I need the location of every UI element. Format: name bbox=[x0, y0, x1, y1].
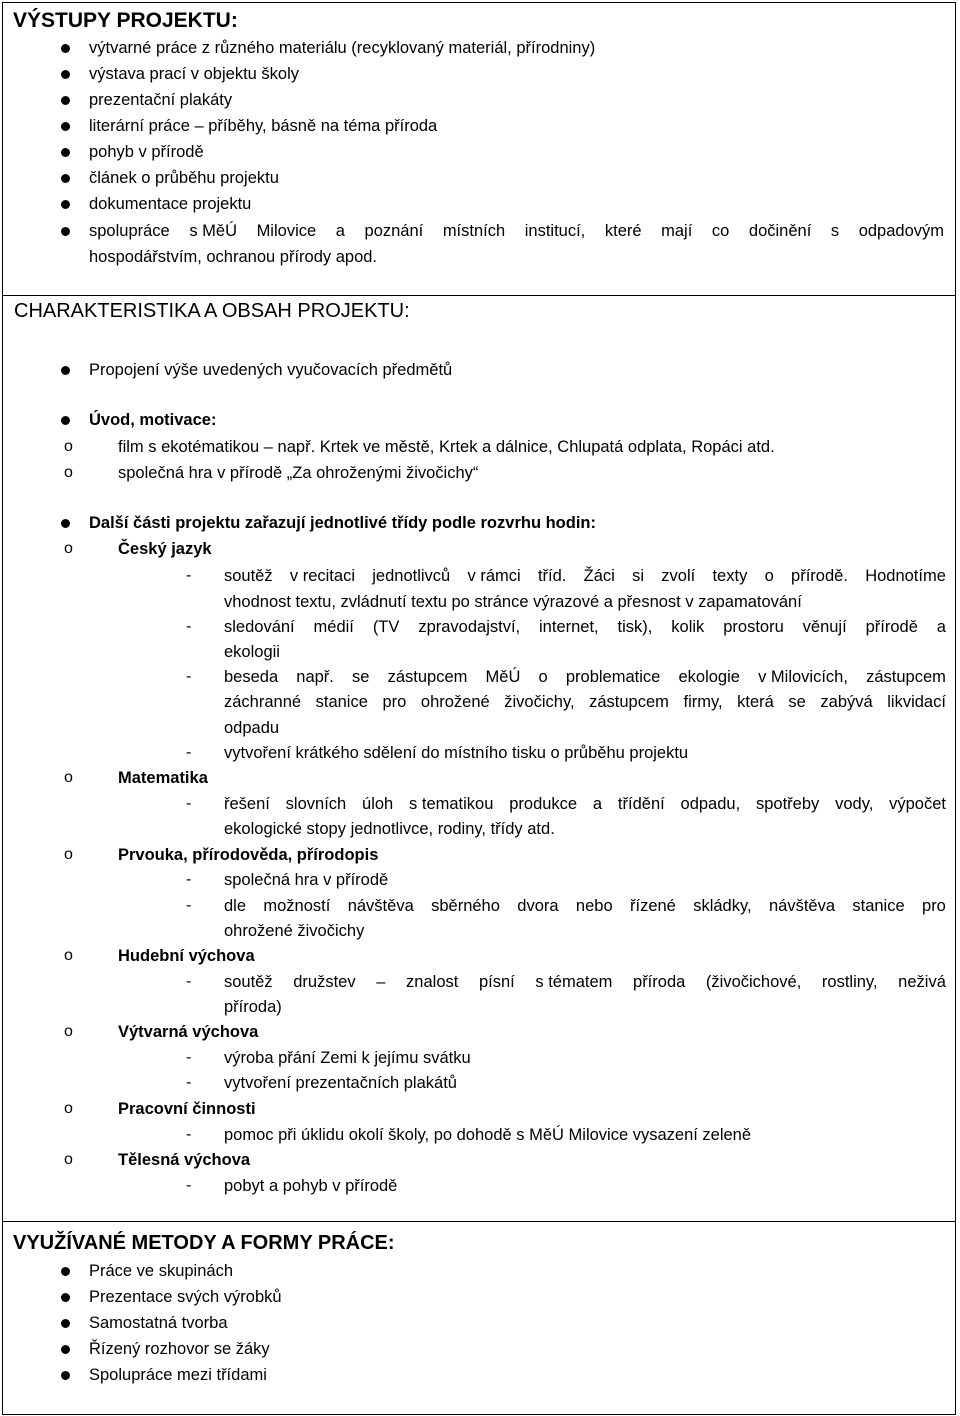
word: rostliny, bbox=[821, 973, 878, 991]
list-item-line: hospodářstvím, ochranou přírody apod. bbox=[89, 248, 378, 266]
bullet-icon bbox=[61, 519, 70, 528]
word: dočinění bbox=[748, 222, 812, 240]
word: slovních bbox=[285, 795, 347, 813]
text-line: společná hra v přírodě bbox=[224, 871, 389, 889]
subject-vytvarna: Výtvarná výchova bbox=[118, 1023, 259, 1041]
word: skládky, bbox=[693, 897, 752, 915]
bullet-icon bbox=[61, 227, 70, 236]
word: možností bbox=[263, 897, 331, 915]
word: pro bbox=[922, 897, 946, 915]
word: místních bbox=[442, 222, 506, 240]
dash-marker: - bbox=[186, 744, 192, 761]
word: zvolí bbox=[661, 567, 696, 585]
dash-marker: - bbox=[186, 973, 192, 990]
text-line: výroba přání Zemi k jejímu svátku bbox=[224, 1049, 471, 1067]
word: se bbox=[352, 668, 370, 686]
heading-metody: VYUŽÍVANÉ METODY A FORMY PRÁCE: bbox=[13, 1232, 395, 1254]
word: o bbox=[764, 567, 774, 585]
circle-marker: o bbox=[64, 1100, 73, 1117]
word: dle bbox=[224, 897, 247, 915]
word: médií bbox=[313, 618, 354, 636]
list-item: Spolupráce mezi třídami bbox=[89, 1366, 267, 1384]
bullet-icon bbox=[61, 1267, 70, 1276]
word: vody, bbox=[835, 795, 874, 813]
word: v Milovicích, bbox=[758, 668, 848, 686]
word: znalost bbox=[406, 973, 459, 991]
word: úloh bbox=[362, 795, 394, 813]
list-item: Práce ve skupinách bbox=[89, 1262, 233, 1280]
word: např. bbox=[296, 668, 334, 686]
word: s tematikou bbox=[409, 795, 494, 813]
word: soutěž bbox=[224, 973, 273, 991]
word: mají bbox=[661, 222, 693, 240]
list-item: literární práce – příběhy, básně na téma příroda bbox=[89, 117, 438, 135]
list-item: společná hra v přírodě „Za ohroženými živočichy“ bbox=[118, 464, 479, 482]
text-line: ohrožené živočichy bbox=[224, 922, 365, 940]
word: příroda bbox=[633, 973, 686, 991]
word: družstev bbox=[293, 973, 356, 991]
word: třídění bbox=[617, 795, 665, 813]
word: řízené bbox=[630, 897, 676, 915]
circle-marker: o bbox=[64, 769, 73, 786]
word: poznání bbox=[364, 222, 424, 240]
word: kolik bbox=[671, 618, 705, 636]
word: beseda bbox=[224, 668, 279, 686]
word: s bbox=[830, 222, 840, 240]
dash-marker: - bbox=[186, 871, 192, 888]
subheading-uvod: Úvod, motivace: bbox=[89, 411, 217, 429]
circle-marker: o bbox=[64, 846, 73, 863]
word: záchranné bbox=[224, 693, 302, 711]
word: – bbox=[376, 973, 386, 991]
heading-charakteristika: CHARAKTERISTIKA A OBSAH PROJEKTU: bbox=[14, 300, 410, 322]
text-line bbox=[224, 565, 946, 587]
bullet-icon bbox=[61, 1371, 70, 1380]
bullet-icon bbox=[61, 96, 70, 105]
text-line bbox=[224, 666, 946, 688]
list-item: prezentační plakáty bbox=[89, 91, 233, 109]
bullet-icon bbox=[61, 44, 70, 53]
word: (TV bbox=[372, 618, 400, 636]
text-line: pobyt a pohyb v přírodě bbox=[224, 1177, 398, 1195]
subject-telesna: Tělesná výchova bbox=[118, 1151, 251, 1169]
word: ohrožené bbox=[420, 693, 490, 711]
word: a bbox=[335, 222, 345, 240]
text-line: vytvoření krátkého sdělení do místního tisku o průběhu projektu bbox=[224, 744, 689, 762]
text-line: příroda) bbox=[224, 998, 282, 1016]
word: zpravodajství, bbox=[418, 618, 521, 636]
bullet-icon bbox=[61, 122, 70, 131]
word: sběrného bbox=[431, 897, 500, 915]
dash-marker: - bbox=[186, 1177, 192, 1194]
word: Hodnotíme bbox=[865, 567, 946, 585]
word: pro bbox=[382, 693, 407, 711]
word: o bbox=[538, 668, 548, 686]
word: písní bbox=[478, 973, 515, 991]
word: spotřeby bbox=[755, 795, 820, 813]
word: MěÚ bbox=[485, 668, 521, 686]
bullet-icon bbox=[61, 1345, 70, 1354]
word: prostoru bbox=[723, 618, 784, 636]
heading-vystupy: VÝSTUPY PROJEKTU: bbox=[13, 9, 238, 32]
text-line: odpadu bbox=[224, 719, 280, 737]
bullet-icon bbox=[61, 70, 70, 79]
list-item: Propojení výše uvedených vyučovacích předmětů bbox=[89, 361, 453, 379]
word: jednotlivců bbox=[372, 567, 451, 585]
word: v rámci bbox=[467, 567, 521, 585]
list-item: Prezentace svých výrobků bbox=[89, 1288, 282, 1306]
bullet-icon bbox=[61, 366, 70, 375]
text-line: vytvoření prezentačních plakátů bbox=[224, 1074, 457, 1092]
word: s MěÚ bbox=[189, 222, 237, 240]
text-line: pomoc při úklidu okolí školy, po dohodě s MěÚ Milovice vysazení zeleně bbox=[224, 1126, 752, 1144]
word: si bbox=[632, 567, 644, 585]
dash-marker: - bbox=[186, 1074, 192, 1091]
list-item: film s ekotématikou – např. Krtek ve městě, Krtek a dálnice, Chlupatá odplata, Ropáci atd. bbox=[118, 438, 775, 456]
text-line bbox=[224, 691, 946, 713]
word: se bbox=[788, 693, 806, 711]
word: produkce bbox=[509, 795, 578, 813]
subheading-dalsi: Další části projektu zařazují jednotlivé třídy podle rozvrhu hodin: bbox=[89, 514, 596, 532]
word: tříd. bbox=[537, 567, 567, 585]
list-item: dokumentace projektu bbox=[89, 195, 252, 213]
word: přírodě bbox=[865, 618, 918, 636]
circle-marker: o bbox=[64, 1151, 73, 1168]
text-line bbox=[224, 971, 946, 993]
bullet-icon bbox=[61, 416, 70, 425]
word: problematice bbox=[565, 668, 661, 686]
word: výpočet bbox=[889, 795, 946, 813]
bullet-icon bbox=[61, 200, 70, 209]
circle-marker: o bbox=[64, 464, 73, 481]
word: která bbox=[737, 693, 774, 711]
word: firmy, bbox=[683, 693, 723, 711]
text-line bbox=[224, 616, 946, 638]
word: zástupcem bbox=[866, 668, 946, 686]
text-line bbox=[224, 895, 946, 917]
dash-marker: - bbox=[186, 1126, 192, 1143]
word: ekologie bbox=[678, 668, 740, 686]
word: a bbox=[592, 795, 603, 813]
word: zástupcem bbox=[589, 693, 669, 711]
word: (živočichové, bbox=[705, 973, 802, 991]
word: tisk), bbox=[617, 618, 653, 636]
word: které bbox=[604, 222, 642, 240]
subject-hudebni: Hudební výchova bbox=[118, 947, 255, 965]
bullet-icon bbox=[61, 174, 70, 183]
word: dvora bbox=[517, 897, 559, 915]
word: likvidací bbox=[887, 693, 946, 711]
word: Milovice bbox=[256, 222, 317, 240]
word: odpadovým bbox=[858, 222, 944, 240]
word: návštěva bbox=[768, 897, 836, 915]
dash-marker: - bbox=[186, 1049, 192, 1066]
dash-marker: - bbox=[186, 795, 192, 812]
circle-marker: o bbox=[64, 1023, 73, 1040]
bullet-icon bbox=[61, 1293, 70, 1302]
circle-marker: o bbox=[64, 540, 73, 557]
dash-marker: - bbox=[186, 618, 192, 635]
subject-matematika: Matematika bbox=[118, 769, 208, 787]
bullet-icon bbox=[61, 148, 70, 157]
subject-cesky-jazyk: Český jazyk bbox=[118, 540, 212, 558]
text-line: ekologické stopy jednotlivce, rodiny, třídy atd. bbox=[224, 820, 555, 838]
word: internet, bbox=[539, 618, 599, 636]
word: nebo bbox=[575, 897, 613, 915]
list-item: Řízený rozhovor se žáky bbox=[89, 1340, 270, 1358]
word: Žáci bbox=[583, 567, 615, 585]
word: stanice bbox=[315, 693, 368, 711]
word: zástupcem bbox=[387, 668, 468, 686]
word: soutěž bbox=[224, 567, 273, 585]
word: věnují bbox=[802, 618, 847, 636]
word: a bbox=[936, 618, 946, 636]
text-line bbox=[224, 793, 946, 815]
dash-marker: - bbox=[186, 567, 192, 584]
text-line: ekologii bbox=[224, 643, 280, 661]
list-item-line bbox=[89, 220, 944, 242]
bullet-icon bbox=[61, 1319, 70, 1328]
dash-marker: - bbox=[186, 668, 192, 685]
circle-marker: o bbox=[64, 947, 73, 964]
word: neživá bbox=[898, 973, 946, 991]
word: živočichy, bbox=[504, 693, 575, 711]
word: sledování bbox=[224, 618, 295, 636]
word: zabývá bbox=[820, 693, 873, 711]
list-item: výtvarné práce z různého materiálu (recyklovaný materiál, přírodniny) bbox=[89, 39, 596, 57]
subject-prvouka: Prvouka, přírodověda, přírodopis bbox=[118, 846, 379, 864]
dash-marker: - bbox=[186, 897, 192, 914]
word: s tématem bbox=[535, 973, 613, 991]
word: řešení bbox=[224, 795, 270, 813]
word: přírodě. bbox=[791, 567, 848, 585]
circle-marker: o bbox=[64, 438, 73, 455]
word: co bbox=[711, 222, 730, 240]
subject-pracovni: Pracovní činnosti bbox=[118, 1100, 256, 1118]
text-line: vhodnost textu, zvládnutí textu po stránce výrazové a přesnost v zapamatování bbox=[224, 593, 802, 611]
word: spolupráce bbox=[89, 222, 170, 240]
word: institucí, bbox=[524, 222, 586, 240]
list-item: výstava prací v objektu školy bbox=[89, 65, 300, 83]
list-item: pohyb v přírodě bbox=[89, 143, 204, 161]
word: v recitaci bbox=[289, 567, 355, 585]
word: odpadu, bbox=[680, 795, 741, 813]
word: stanice bbox=[852, 897, 905, 915]
word: texty bbox=[712, 567, 748, 585]
list-item: článek o průběhu projektu bbox=[89, 169, 279, 187]
list-item: Samostatná tvorba bbox=[89, 1314, 228, 1332]
word: návštěva bbox=[347, 897, 414, 915]
